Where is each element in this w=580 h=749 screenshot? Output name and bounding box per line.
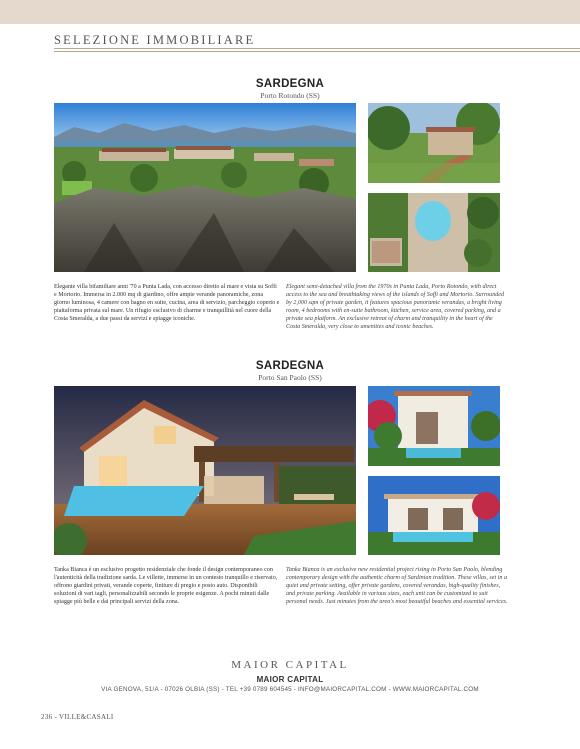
listing-2-pool-photo [368,476,500,555]
agency-logo: MAIOR CAPITAL [231,659,349,671]
listing-1-main-photo [54,103,356,272]
page-folio: 236 - VILLE&CASALI [41,713,114,721]
agency-name: MAIOR CAPITAL [256,675,324,684]
listing-1-description-en: Elegant semi-detached villa from the 1970s in Punta Lada, Porto Rotondo, with direct access to the sea and breathtaking views of the islands of Soffi and Mortorio. Surrounded by 2,000 sqm of private garden, it features spacious panoramic verandas, a bright living room, 4 bedrooms with en-suite bathroom, kitchen, service area, covered parking, and a private sea platform. An exclusive retreat of charm and tranquility in the heart of the Costa Smeralda, very close to amenities and iconic beaches. [286,284,505,331]
listing-1-description-it: Elegante villa bifamiliare anni '70 a Punta Lada, con accesso diretto al mare e vista su Soffi e Mortorio. Immersa in 2.000 mq di giardino, offre ampie verande panoramiche, zona giorno luminosa, 4 camere con bagno en suite, cucina, area di servizio, parcheggio coperto e piattaforma privata sul mare. Un rifugio esclusivo di charme e tranquillità nel cuore della Costa Smeralda, a due passi da servizi e spiagge iconiche. [54,284,280,323]
listing-2-place: Porto San Paolo (SS) [258,373,322,382]
agency-contacts: VIA GENOVA, 51/A - 07026 OLBIA (SS) - TEL +39 0789 604545 - INFO@MAIORCAPITAL.COM - WWW.MAIORCAPITAL.COM [101,686,479,693]
listing-2-villa-photo [368,386,500,466]
listing-2-description-it: Tanka Bianca è un esclusivo progetto residenziale che fonde il design contemporaneo con l'autenticità della tradizione sarda. Le villette, immerse in un contesto tranquillo e riservato, offrono giardini privati, verande coperte, finiture di pregio e posto auto. Disponibili soluzioni di vari tagli, personalizzabili secondo le proprie esigenze. A pochi minuti dalle spiagge più belle e dai principali servizi della zona. [54,567,278,606]
listing-1-heading [0,78,580,100]
listing-1-region: SARDEGNA [255,78,325,90]
section-title: SELEZIONE IMMOBILIARE [54,33,256,47]
listing-2-region: SARDEGNA [255,360,325,372]
listing-2-description-en: Tanka Bianca is an exclusive new residential project rising in Porto San Paolo, blending contemporary design with the authentic charm of Sardinian tradition. These villas, set in a quiet and private setting, offer private gardens, covered verandas, high-quality finishes, and private parking. Available in various sizes, each unit can be customized to suit personal needs. Just minutes from the area's most beautiful beaches and essential services. [286,567,508,606]
listing-2-main-photo [54,386,356,555]
listing-1-place: Porto Rotondo (SS) [260,91,320,100]
header-rule [54,48,580,49]
listing-2-heading [0,360,580,382]
listing-1-garden-photo [368,103,500,183]
top-color-band [0,0,580,24]
header-rule-double [54,51,580,52]
listing-1-pool-photo [368,193,500,272]
